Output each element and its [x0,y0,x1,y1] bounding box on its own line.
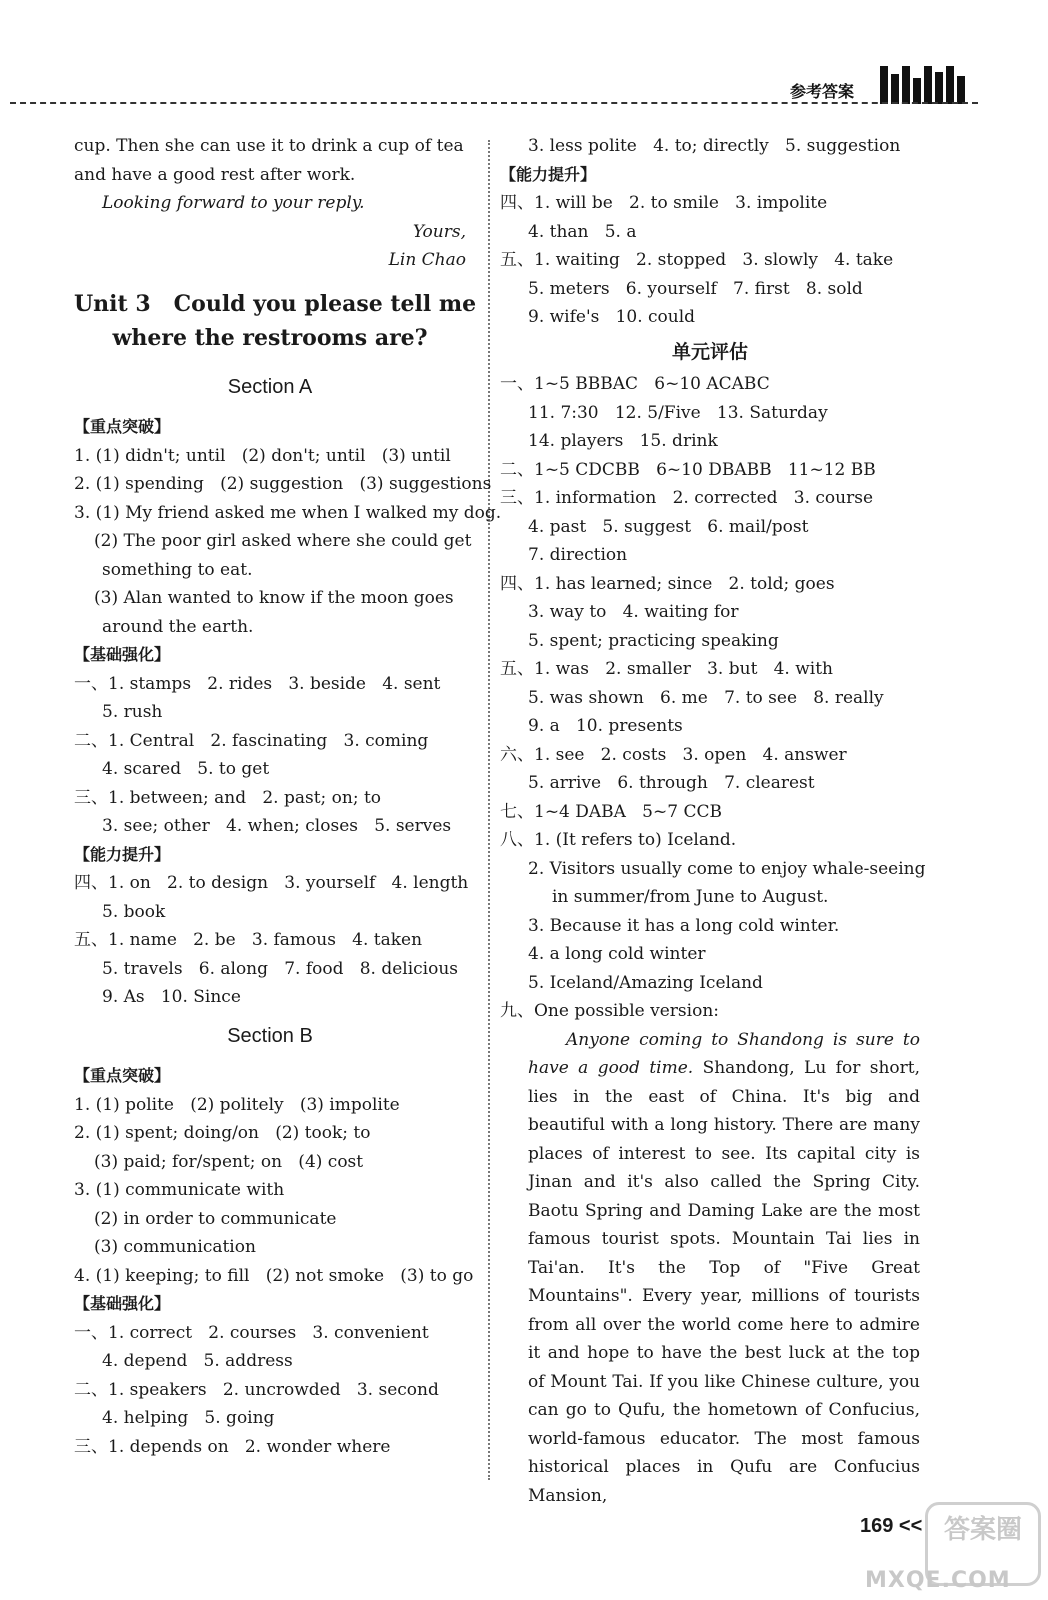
answer-line: 5. book [102,901,166,922]
answer-line: 1. (1) polite (2) politely (3) impolite [74,1094,400,1115]
unit-title-line-2: where the restrooms are? [112,324,428,351]
answer-line: 四、1. will be 2. to smile 3. impolite [500,193,828,213]
answer-line: 5. travels 6. along 7. food 8. delicious [102,958,459,979]
answer-line: 4. depend 5. address [102,1351,293,1371]
section-heading: 【重点突破】 [74,1066,171,1085]
answer-line: 四、1. on 2. to design 3. yourself 4. length [74,873,469,893]
answer-line: in summer/from June to August. [552,887,829,907]
answer-line: 七、1~4 DABA 5~7 CCB [500,801,722,822]
watermark-url: MXQE.COM [865,1568,1011,1593]
answer-line: 9. wife's 10. could [528,307,696,327]
answer-line: 7. direction [528,545,628,565]
answer-line: 3. Because it has a long cold winter. [528,915,840,936]
answer-line: 3. (1) communicate with [74,1180,285,1200]
answer-line: around the earth. [102,616,254,637]
answer-line: 5. arrive 6. through 7. clearest [528,773,815,793]
answer-line: something to eat. [102,559,253,580]
answer-line: 2. (1) spending (2) suggestion (3) suggestions [74,474,492,494]
answer-line: 五、1. was 2. smaller 3. but 4. with [500,659,834,679]
column-divider [488,140,490,1480]
answer-line: 4. than 5. a [528,221,637,242]
answer-line: 二、1. Central 2. fascinating 3. coming [74,730,429,751]
answer-line: 5. Iceland/Amazing Iceland [528,972,763,993]
unit-title-line-1: Unit 3 Could you please tell me [74,290,477,317]
answer-line: 一、1~5 BBBAC 6~10 ACABC [500,374,770,394]
answer-line: 5. rush [102,702,163,722]
answer-line: 14. players 15. drink [528,431,718,451]
answer-line: (3) communication [94,1237,256,1257]
answer-line: 一、1. stamps 2. rides 3. beside 4. sent [74,673,441,694]
answer-line: 4. helping 5. going [102,1408,275,1428]
section-b-title: Section B [227,1024,313,1047]
letter-line: and have a good rest after work. [74,164,356,185]
section-heading: 【能力提升】 [74,844,171,864]
answer-line: 3. less polite 4. to; directly 5. suggestion [528,136,901,156]
answer-line: 3. (1) My friend asked me when I walked my dog. [74,502,502,523]
unit-assessment-title: 单元评估 [671,340,748,363]
answer-line: 2. (1) spent; doing/on (2) took; to [74,1123,371,1143]
answer-line: 二、1. speakers 2. uncrowded 3. second [74,1379,439,1400]
left-column [74,132,502,1461]
answer-line: 11. 7:30 12. 5/Five 13. Saturday [528,402,828,423]
section-heading: 【重点突破】 [74,417,171,436]
answer-line: 4. past 5. suggest 6. mail/post [528,516,809,537]
page-number: 169 << [860,1515,923,1537]
section-heading: 【基础强化】 [74,645,171,664]
essay-italic-opening: Anyone coming to Shandong is sure to have a good time. [528,1029,920,1078]
answer-line: (2) The poor girl asked where she could get [94,531,472,551]
answer-line: (2) in order to communicate [94,1208,337,1229]
answer-line: (3) paid; for/spent; on (4) cost [94,1151,364,1172]
answer-line: 5. meters 6. yourself 7. first 8. sold [528,278,863,299]
letter-closing: Looking forward to your reply. [102,193,365,213]
letter-line: cup. Then she can use it to drink a cup of tea [74,136,464,156]
answer-line: 3. see; other 4. when; closes 5. serves [102,816,452,836]
answer-line: 六、1. see 2. costs 3. open 4. answer [500,744,847,765]
sample-essay [500,1026,920,1511]
answer-line: 5. was shown 6. me 7. to see 8. really [528,687,884,708]
page-header [0,0,1048,112]
answer-line: 4. a long cold winter [528,944,706,964]
section-heading: 【基础强化】 [74,1294,171,1313]
answer-line: 一、1. correct 2. courses 3. convenient [74,1322,429,1343]
watermark-logo: 答案圈 [925,1502,1041,1586]
right-column [500,132,926,1510]
answer-line: 三、1. between; and 2. past; on; to [74,787,382,808]
answer-line: (3) Alan wanted to know if the moon goes [94,588,454,608]
answer-line: 3. way to 4. waiting for [528,602,739,622]
answer-line: 四、1. has learned; since 2. told; goes [500,573,835,594]
header-label: 参考答案 [790,82,855,101]
header-rule [10,102,978,104]
answer-line: 九、One possible version: [500,1001,719,1021]
header-logo-icon [880,64,970,104]
answer-line: 五、1. waiting 2. stopped 3. slowly 4. take [500,250,894,270]
answer-line: 9. a 10. presents [528,716,683,736]
answer-line: 2. Visitors usually come to enjoy whale-seeing [528,858,926,879]
answer-line: 二、1~5 CDCBB 6~10 DBABB 11~12 BB [500,459,876,480]
essay-body: Shandong, Lu for short, lies in the east of China. It's big and beautiful with a long history. There are many places of interest to see. Its capital city is Jinan and it's also called the Spring City. Baotu Spring and Daming Lake are the most famous tourist spots. Mountain Tai lies in Tai'an. It's the Top of "Five Great Mountains". Every year, millions of tourists from all over the world come here to admire it and hope to have the best luck at the top of Mount Tai. If you like Chinese culture, you can go to Qufu, the hometown of Confucius, world-famous educator. The most famous historical places in Qufu are Confucius Mansion, [528,1058,920,1506]
answer-line: 4. (1) keeping; to fill (2) not smoke (3) to go [74,1265,474,1286]
answer-line: 4. scared 5. to get [102,759,270,779]
answer-line: 5. spent; practicing speaking [528,630,779,651]
answer-line: 五、1. name 2. be 3. famous 4. taken [74,930,423,950]
unit-title [74,287,477,355]
answer-line: 1. (1) didn't; until (2) don't; until (3) until [74,445,451,466]
answer-line: 三、1. information 2. corrected 3. course [500,488,874,508]
answer-line: 三、1. depends on 2. wonder where [74,1436,391,1457]
section-a-title: Section A [227,375,313,398]
answer-line: 八、1. (It refers to) Iceland. [500,830,737,850]
letter-signature: Lin Chao [388,250,466,270]
letter-yours: Yours, [412,221,466,242]
section-heading: 【能力提升】 [500,164,597,184]
answer-line: 9. As 10. Since [102,987,241,1007]
